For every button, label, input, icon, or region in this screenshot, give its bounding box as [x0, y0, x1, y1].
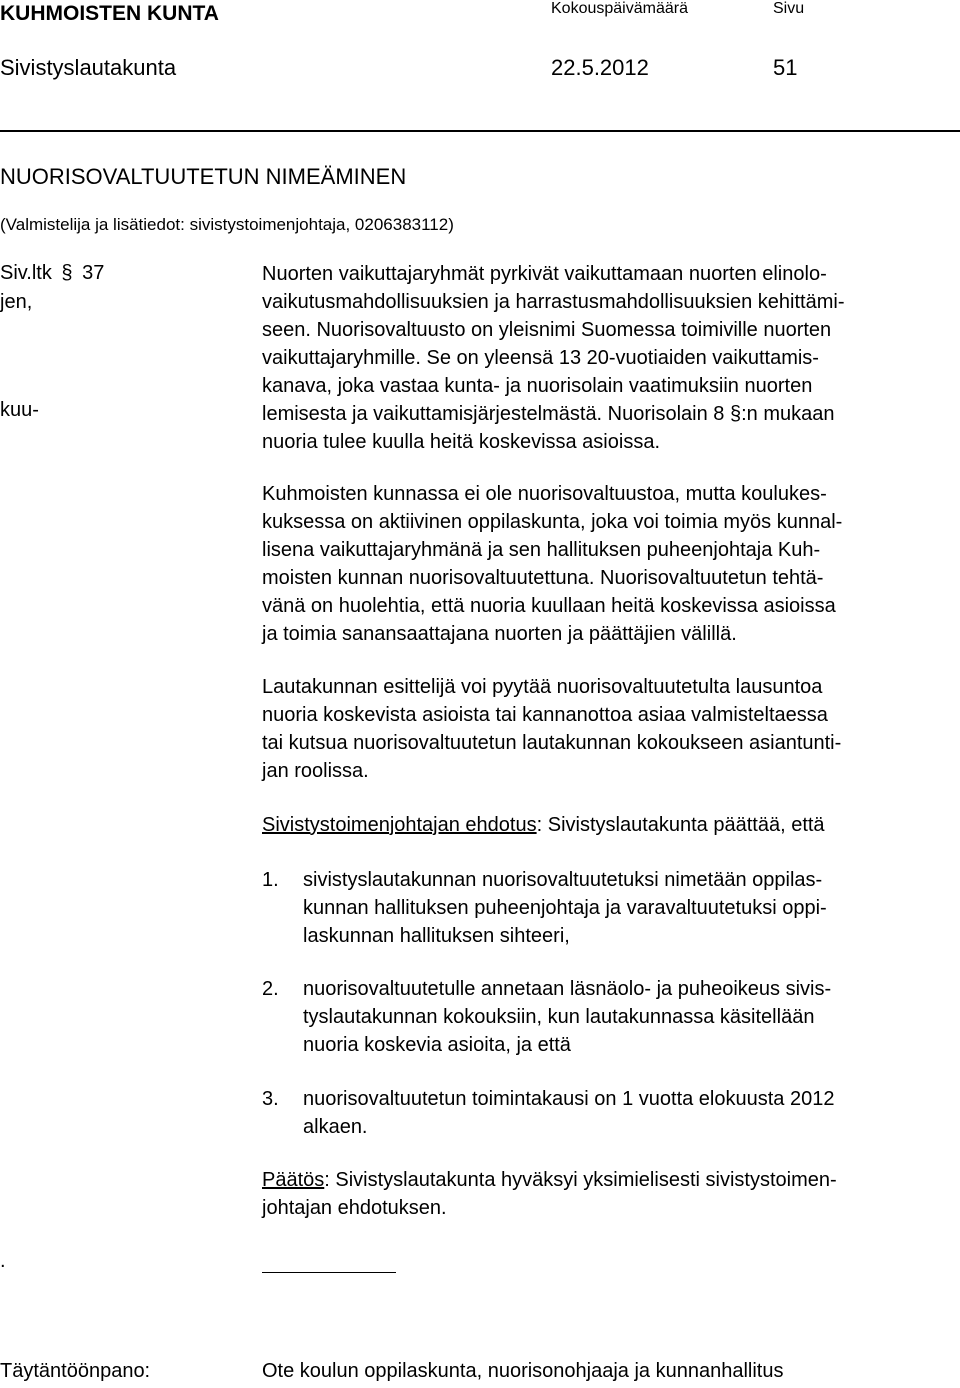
paragraph-line: jan roolissa. [262, 760, 369, 782]
proposal-line [262, 814, 825, 837]
paragraph-line: vaikuttajaryhmille. Se on yleensä 13 20-vuotiaiden vaikuttamis- [262, 347, 819, 369]
list-item-line: tyslautakunnan kokouksiin, kun lautakunnassa käsitellään [303, 1006, 815, 1028]
paragraph-line: lisena vaikuttajaryhmänä ja sen hallituksen puheenjohtaja Kuh- [262, 539, 821, 561]
list-item-line: nuoria koskevia asioita, ja että [303, 1034, 571, 1056]
list-item-number: 1. [262, 869, 279, 891]
section-title: NUORISOVALTUUTETUN NIMEÄMINEN [0, 164, 407, 189]
reference-line-3: kuu- [0, 399, 39, 421]
list-item-line: alkaen. [303, 1116, 368, 1138]
committee-name: Sivistyslautakunta [0, 55, 177, 80]
meeting-date: 22.5.2012 [551, 55, 649, 80]
organization-name: KUHMOISTEN KUNTA [0, 2, 219, 25]
list-item-line: sivistyslautakunnan nuorisovaltuutetuksi nimetään oppilas- [303, 869, 823, 891]
reference-prefix: Siv.ltk [0, 262, 52, 284]
paragraph-line: moisten kunnan nuorisovaltuutettuna. Nuorisovaltuutetun tehtä- [262, 567, 824, 589]
list-item-number: 3. [262, 1088, 279, 1110]
paragraph-line: nuoria tulee kuulla heitä koskevissa asioissa. [262, 431, 660, 453]
preparer-info: (Valmistelija ja lisätiedot: sivistystoimenjohtaja, 0206383112) [0, 215, 454, 234]
implementation-label: Täytäntöönpano: [0, 1360, 151, 1382]
paragraph-line: tai kutsua nuorisovaltuutetun lautakunnan kokoukseen asiantunti- [262, 732, 842, 754]
paragraph-line: Kuhmoisten kunnassa ei ole nuorisovaltuustoa, mutta koulukes- [262, 483, 827, 505]
proposal-label: Sivistystoimenjohtajan ehdotus [262, 814, 537, 836]
paragraph-line: seen. Nuorisovaltuusto on yleisnimi Suomessa toimiville nuorten [262, 319, 832, 341]
meeting-date-label: Kokouspäivämäärä [551, 0, 688, 17]
decision-label: Päätös [262, 1169, 325, 1191]
list-item-line: nuorisovaltuutetun toimintakausi on 1 vuotta elokuusta 2012 [303, 1088, 835, 1110]
list-item-line: nuorisovaltuutetulle annetaan läsnäolo- ja puheoikeus sivis- [303, 978, 832, 1000]
signature-line [262, 1272, 396, 1273]
list-item-line: kunnan hallituksen puheenjohtaja ja varavaltuutetuksi oppi- [303, 897, 827, 919]
decision-line-2: johtajan ehdotuksen. [262, 1197, 447, 1219]
reference-number: 37 [82, 262, 105, 284]
list-item-line: laskunnan hallituksen sihteeri, [303, 925, 570, 947]
paragraph-line: Nuorten vaikuttajaryhmät pyrkivät vaikuttamaan nuorten elinolo- [262, 263, 827, 285]
section-sign: § [61, 262, 73, 284]
header-divider [0, 130, 960, 132]
section-reference [0, 263, 104, 283]
reference-line-2: jen, [0, 291, 33, 313]
paragraph-line: lemisesta ja vaikuttamisjärjestelmästä. Nuorisolain 8 §:n mukaan [262, 403, 835, 425]
paragraph-line: vänä on huolehtia, että nuoria kuullaan heitä koskevissa asioissa [262, 595, 836, 617]
decision-text: : Sivistyslautakunta hyväksyi yksimielisesti sivistystoimen- [324, 1169, 837, 1191]
paragraph-line: ja toimia sanansaattajana nuorten ja päättäjien välillä. [262, 623, 737, 645]
paragraph-line: Lautakunnan esittelijä voi pyytää nuorisovaltuutetulta lausuntoa [262, 676, 823, 698]
proposal-text: : Sivistyslautakunta päättää, että [536, 814, 825, 836]
list-item-number: 2. [262, 978, 279, 1000]
paragraph-line: vaikutusmahdollisuuksien ja harrastusmahdollisuuksien kehittämi- [262, 291, 845, 313]
paragraph-line: nuoria koskevista asioista tai kannanottoa asiaa valmisteltaessa [262, 704, 828, 726]
page-number: 51 [773, 55, 798, 80]
margin-dot: . [0, 1250, 6, 1272]
paragraph-line: kuksessa on aktiivinen oppilaskunta, joka voi toimia myös kunnal- [262, 511, 843, 533]
implementation-value: Ote koulun oppilaskunta, nuorisonohjaaja ja kunnanhallitus [262, 1360, 784, 1382]
decision-line-1 [262, 1169, 837, 1192]
paragraph-line: kanava, joka vastaa kunta- ja nuorisolain vaatimuksiin nuorten [262, 375, 813, 397]
page-label: Sivu [773, 0, 805, 17]
